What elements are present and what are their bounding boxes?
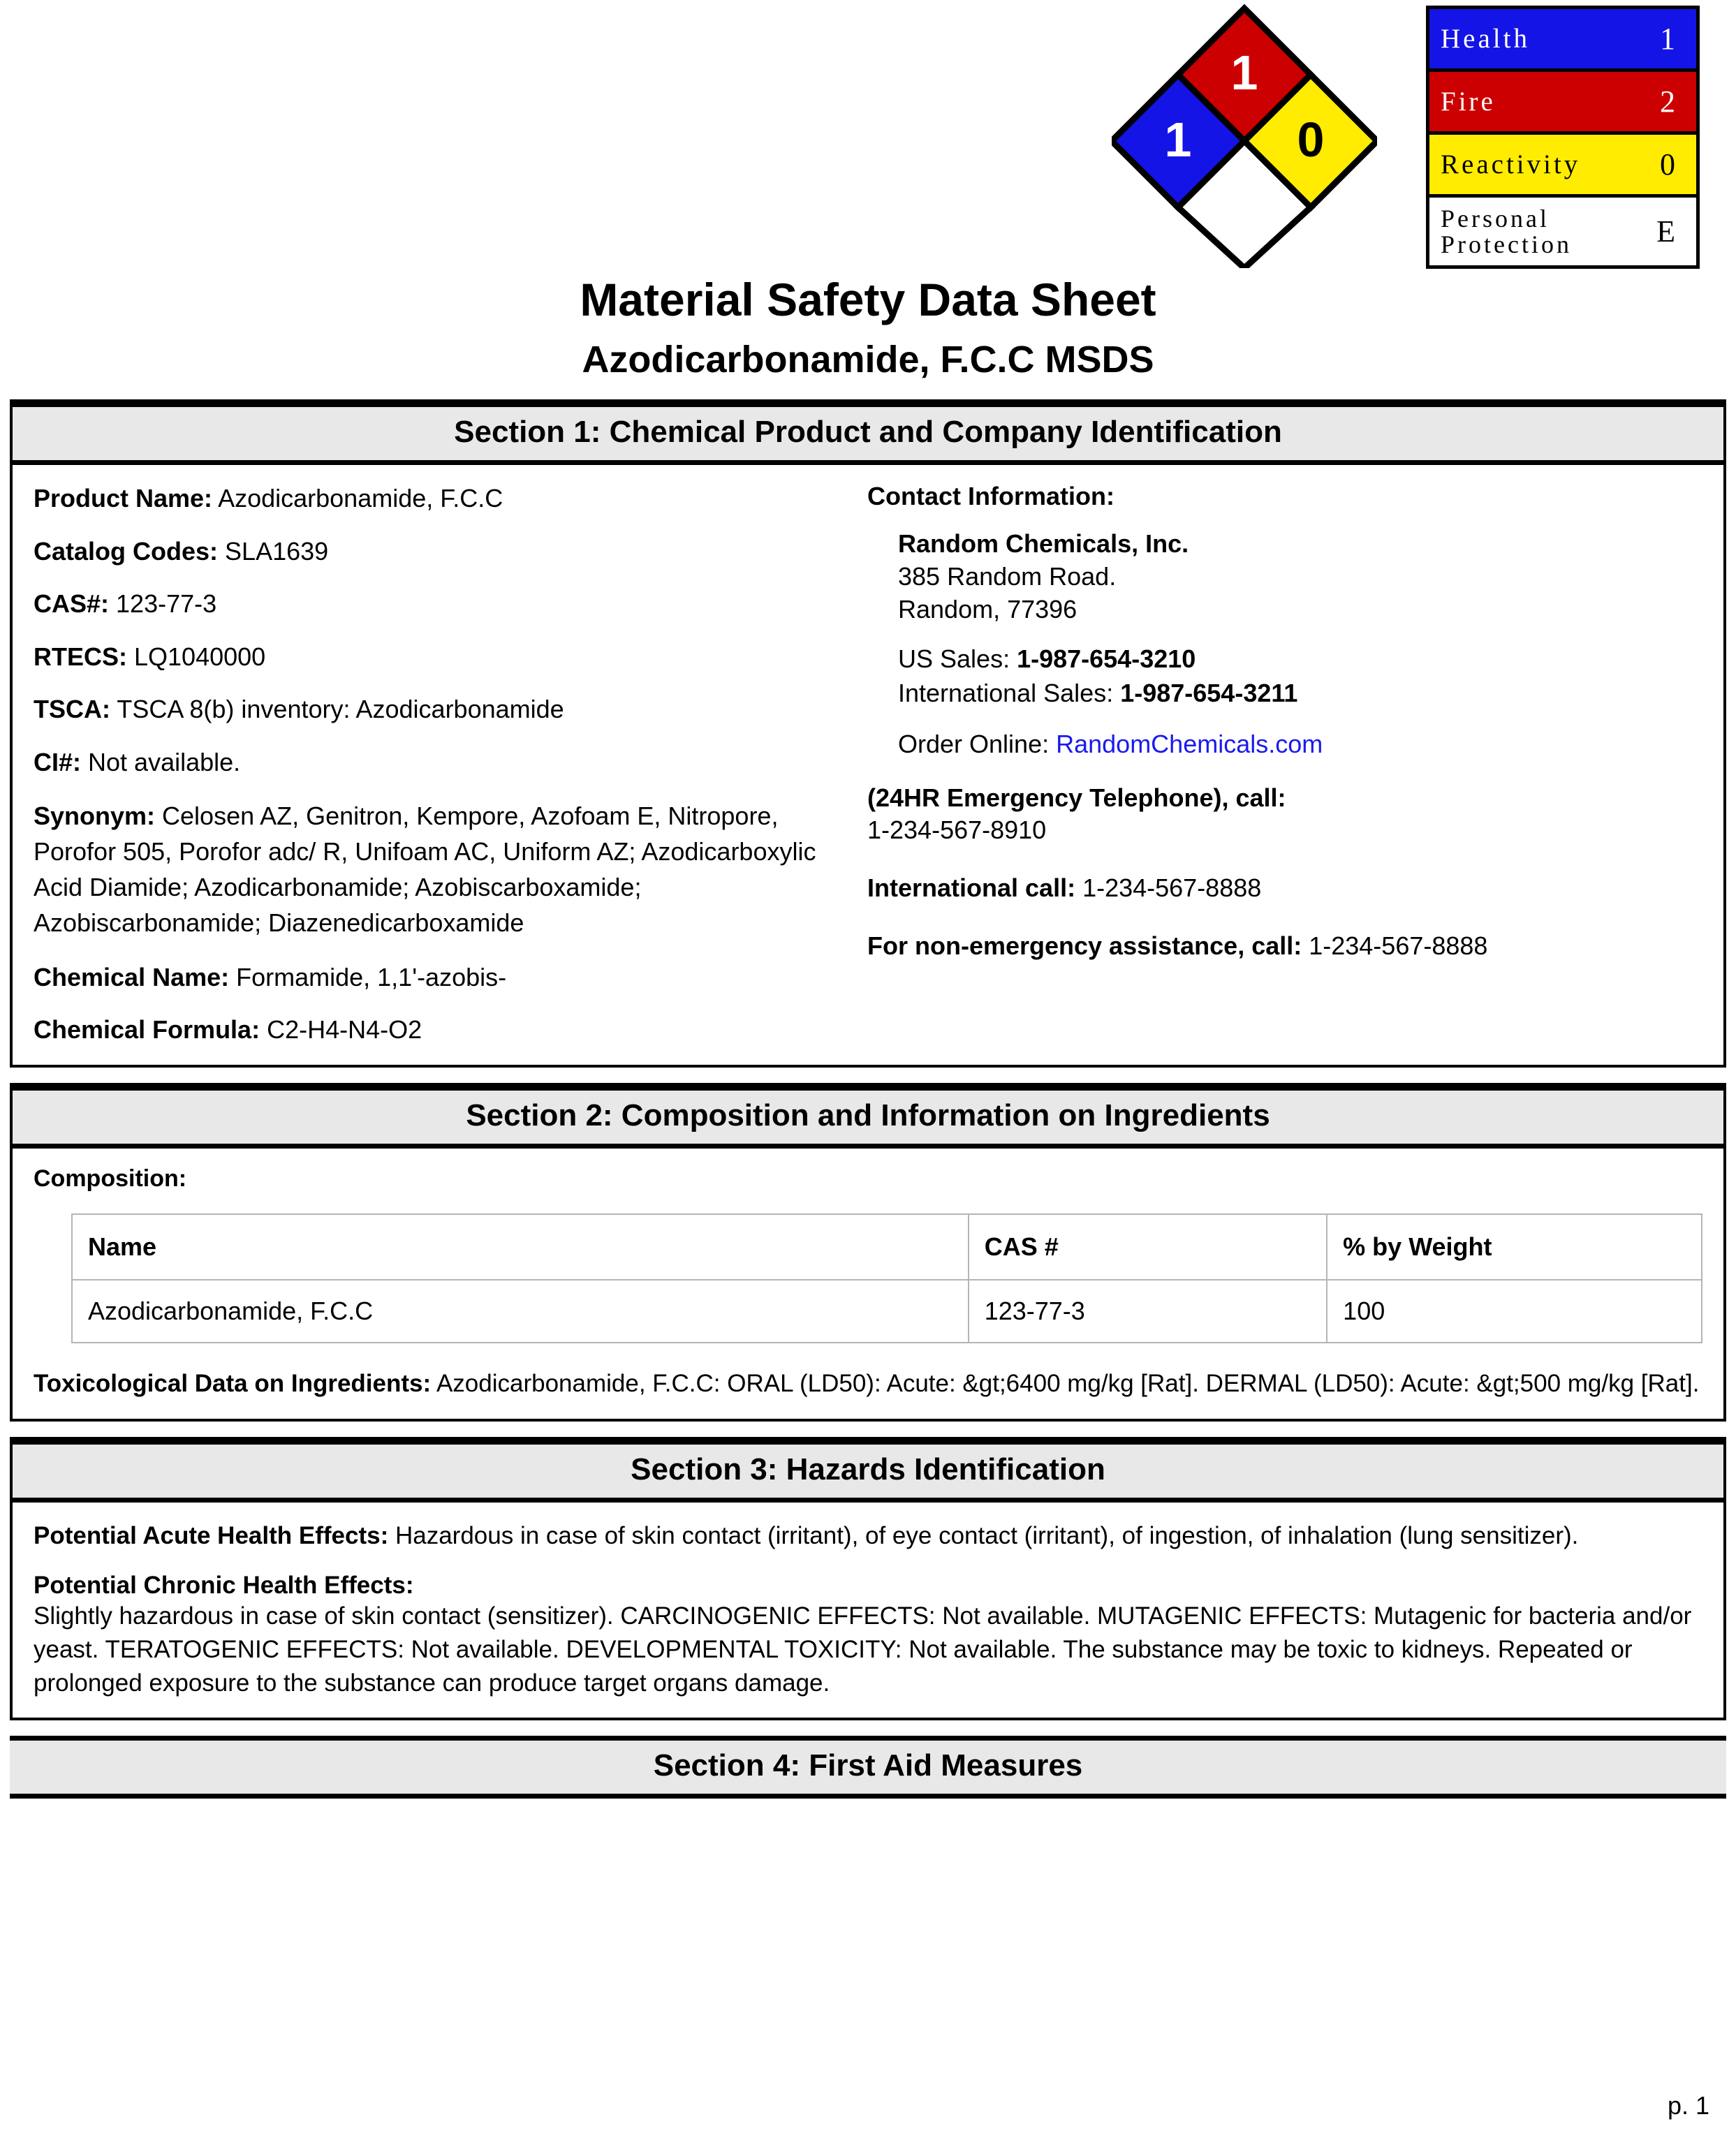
us-sales-value: 1-987-654-3210 <box>1010 644 1196 674</box>
nonemergency-call-value: 1-234-567-8888 <box>1302 931 1488 961</box>
hazard-label-personal-protection-line1: Personal <box>1441 204 1550 233</box>
column-header-name: Name <box>72 1214 969 1280</box>
field-catalog-codes-value: SLA1639 <box>218 536 329 566</box>
hazard-value-reactivity: 0 <box>1660 147 1675 182</box>
column-header-cas: CAS # <box>969 1214 1327 1280</box>
hazard-row-reactivity <box>1429 135 1696 198</box>
hazard-label-health: Health <box>1441 23 1530 54</box>
page-number: p. 1 <box>1667 2091 1709 2120</box>
section-2-body <box>13 1149 1723 1419</box>
potential-acute-health-effects-value: Hazardous in case of skin contact (irritant), of eye contact (irritant), of ingestion, of inhalation (lung sensitizer). <box>388 1521 1579 1549</box>
field-synonym-value: Celosen AZ, Genitron, Kempore, Azofoam E, Nitropore, Porofor 505, Porofor adc/ R, Unifoam AC, Uniform AZ; Azodicarboxylic Acid Diamide; Azodicarbonamide; Azobiscarboxamide; Azobiscarbonamide; Diazenedicarboxamide <box>34 802 816 938</box>
hazard-value-health: 1 <box>1660 22 1675 56</box>
company-address-line-2: Random, 77396 <box>898 594 1077 623</box>
field-chemical-name <box>34 961 858 994</box>
hazard-label-fire: Fire <box>1441 86 1496 117</box>
field-cas-number-label: CAS#: <box>34 589 110 619</box>
field-catalog-codes <box>34 535 858 568</box>
field-ci-number <box>34 746 858 779</box>
field-tsca-label: TSCA: <box>34 695 110 724</box>
field-cas-number <box>34 587 858 621</box>
contact-details <box>867 528 1702 761</box>
hazard-label-personal-protection <box>1429 206 1656 257</box>
section-1 <box>10 399 1726 1068</box>
international-call-label: International call: <box>867 873 1076 903</box>
field-synonym-label: Synonym: <box>34 802 156 831</box>
company-address-line-1: 385 Random Road. <box>898 561 1117 591</box>
field-tsca <box>34 693 858 726</box>
section-1-heading: Section 1: Chemical Product and Company Identification <box>13 402 1723 465</box>
field-chemical-formula-label: Chemical Formula: <box>34 1015 260 1045</box>
field-rtecs <box>34 640 858 674</box>
international-sales-label: International Sales: <box>898 678 1114 707</box>
composition-label: Composition: <box>34 1165 187 1192</box>
table-row <box>72 1280 1702 1343</box>
nfpa-diamond <box>1112 3 1377 268</box>
field-ci-number-value: Not available. <box>81 747 241 776</box>
section-3-heading: Section 3: Hazards Identification <box>13 1440 1723 1503</box>
field-synonym <box>34 798 858 940</box>
international-sales-value: 1-987-654-3211 <box>1113 678 1298 707</box>
nfpa-fire-value: 1 <box>1230 45 1258 100</box>
section-1-left-column <box>34 482 858 1047</box>
field-chemical-name-value: Formamide, 1,1'-azobis- <box>229 962 507 991</box>
hazard-row-health <box>1429 9 1696 72</box>
field-rtecs-value: LQ1040000 <box>127 642 266 671</box>
section-1-right-column <box>858 482 1702 963</box>
hazard-value-personal-protection: E <box>1656 214 1675 249</box>
field-rtecs-label: RTECS: <box>34 642 127 671</box>
field-product-name-label: Product Name: <box>34 484 213 512</box>
hazard-label-reactivity: Reactivity <box>1441 149 1581 179</box>
field-chemical-formula <box>34 1013 858 1047</box>
section-3-body <box>13 1503 1723 1718</box>
toxicological-data-label: Toxicological Data on Ingredients: <box>34 1369 432 1397</box>
international-call-line <box>867 872 1702 905</box>
hazard-value-fire: 2 <box>1660 84 1675 119</box>
nonemergency-call-label: For non-emergency assistance, call: <box>867 931 1302 961</box>
emergency-telephone-number: 1-234-567-8910 <box>867 815 1047 845</box>
column-header-percent-by-weight: % by Weight <box>1327 1214 1702 1280</box>
toxicological-data-value: Azodicarbonamide, F.C.C: ORAL (LD50): Acute: &gt;6400 mg/kg [Rat]. DERMAL (LD50): Acute: &gt;500 mg/kg [Rat]. <box>431 1369 1700 1397</box>
potential-chronic-health-effects-label: Potential Chronic Health Effects: <box>34 1572 414 1600</box>
company-name: Random Chemicals, Inc. <box>898 529 1189 558</box>
section-4 <box>10 1736 1726 1799</box>
hazard-ratings-table <box>1426 6 1700 269</box>
page-subtitle: Azodicarbonamide, F.C.C MSDS <box>582 339 1154 381</box>
field-product-name <box>34 482 858 515</box>
table-header-row <box>72 1214 1702 1280</box>
page-title: Material Safety Data Sheet <box>580 274 1156 325</box>
toxicological-data-paragraph <box>34 1367 1702 1401</box>
field-ci-number-label: CI#: <box>34 747 82 776</box>
sales-contacts <box>898 642 1702 709</box>
hazard-label-personal-protection-line2: Protection <box>1441 230 1572 258</box>
nonemergency-call-line <box>867 930 1702 963</box>
field-tsca-value: TSCA 8(b) inventory: Azodicarbonamide <box>110 695 564 724</box>
cell-ingredient-cas: 123-77-3 <box>969 1280 1327 1343</box>
field-cas-number-value: 123-77-3 <box>109 589 217 619</box>
us-sales-line <box>898 642 1702 676</box>
field-catalog-codes-label: Catalog Codes: <box>34 536 219 566</box>
hazard-row-personal-protection <box>1429 198 1696 265</box>
contact-information-heading: Contact Information: <box>867 482 1115 510</box>
nfpa-health-value: 1 <box>1164 112 1192 167</box>
hazard-row-fire <box>1429 72 1696 135</box>
potential-acute-health-effects-label: Potential Acute Health Effects: <box>34 1521 389 1549</box>
emergency-contacts <box>867 782 1702 963</box>
section-1-body <box>13 465 1723 1065</box>
nfpa-reactivity-value: 0 <box>1297 112 1325 167</box>
order-online-link[interactable]: RandomChemicals.com <box>1056 729 1323 758</box>
section-3 <box>10 1437 1726 1720</box>
section-4-heading: Section 4: First Aid Measures <box>10 1736 1726 1799</box>
cell-ingredient-percent: 100 <box>1327 1280 1702 1343</box>
international-sales-line <box>898 677 1702 710</box>
field-product-name-value: Azodicarbonamide, F.C.C <box>212 484 503 512</box>
potential-acute-health-effects <box>34 1519 1702 1553</box>
field-chemical-formula-value: C2-H4-N4-O2 <box>260 1015 422 1045</box>
cell-ingredient-name: Azodicarbonamide, F.C.C <box>72 1280 969 1343</box>
order-online-label: Order Online: <box>898 729 1050 758</box>
emergency-telephone-label: (24HR Emergency Telephone), call: <box>867 783 1286 812</box>
field-chemical-name-label: Chemical Name: <box>34 962 230 991</box>
composition-table <box>71 1213 1702 1343</box>
section-2 <box>10 1083 1726 1422</box>
international-call-value: 1-234-567-8888 <box>1075 873 1262 903</box>
order-online-line <box>898 728 1702 761</box>
section-2-heading: Section 2: Composition and Information on Ingredients <box>13 1086 1723 1149</box>
potential-chronic-health-effects-value: Slightly hazardous in case of skin contact (sensitizer). CARCINOGENIC EFFECTS: Not available. MUTAGENIC EFFECTS: Mutagenic for bacteria and/or yeast. TERATOGENIC EFFECTS: Not available. DEVELOPMENTAL TOXICITY: Not available. The substance may be toxic to kidneys. Repeated or prolonged exposure to the substance can produce target organs damage. <box>34 1602 1692 1697</box>
us-sales-label: US Sales: <box>898 644 1010 674</box>
hazard-summary-area <box>0 0 1736 267</box>
